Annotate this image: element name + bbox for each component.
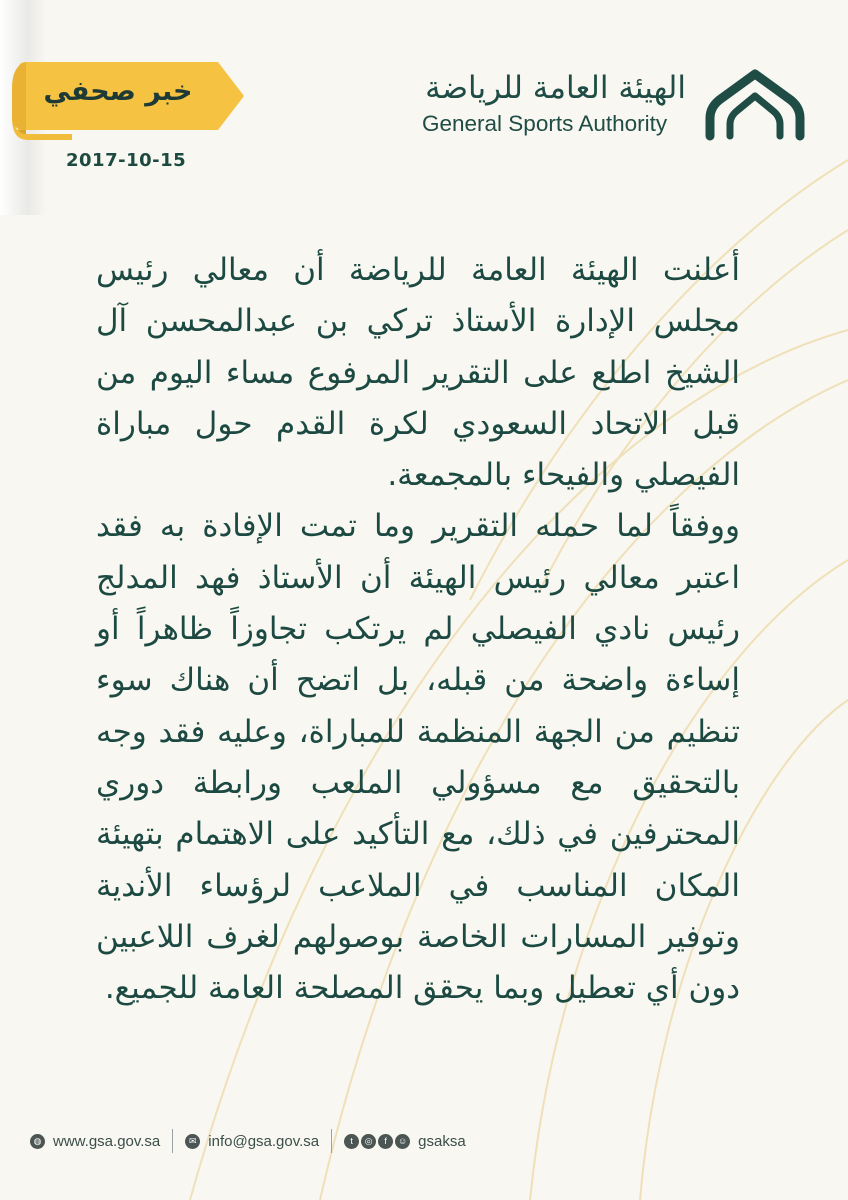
body-paragraph-2: ووفقاً لما حمله التقرير وما تمت الإفادة به فقد اعتبر معالي رئيس الهيئة أن الأستاذ فهد المدلج رئيس نادي الفيصلي لم يرتكب تجاوزاً ظاهراً أو إساءة واضحة من قبله، بل اتضح أن هناك سوء تنظيم من الجهة المنظمة للمباراة، وعليه فقد وجه بالتحقيق مع مسؤولي الملعب ورابطة دوري المحترفين في ذلك، مع التأكيد على الاهتمام بتهيئة المكان المناسب في الملاعب لرؤساء الأندية وتوفير المسارات الخاصة بوصولهم لغرف اللاعبين دون أي تعطيل وبما يحقق المصلحة العامة للجميع. <box>96 508 740 1007</box>
footer-website[interactable]: www.gsa.gov.sa <box>53 1132 161 1150</box>
footer <box>30 1128 466 1154</box>
logo-english-name: General Sports Authority <box>422 111 668 136</box>
social-icons <box>344 1134 410 1149</box>
footer-divider <box>172 1129 173 1153</box>
instagram-icon[interactable]: ◎ <box>361 1134 376 1149</box>
mail-icon: ✉ <box>185 1134 200 1149</box>
body-paragraph-1: أعلنت الهيئة العامة للرياضة أن معالي رئيس مجلس الإدارة الأستاذ تركي بن عبدالمحسن آل الشيخ اطلع على التقرير المرفوع مساء اليوم من قبل الاتحاد السعودي لكرة القدم حول مباراة الفيصلي والفيحاء بالمجمعة. <box>96 252 740 494</box>
globe-icon: ◍ <box>30 1134 45 1149</box>
badge-label: خبر صحفي <box>43 76 193 107</box>
twitter-icon[interactable]: t <box>344 1134 359 1149</box>
release-date: 2017-10-15 <box>66 150 187 171</box>
logo-arabic-name: الهيئة العامة للرياضة <box>425 70 686 106</box>
facebook-icon[interactable]: f <box>378 1134 393 1149</box>
gsa-logo-icon <box>700 66 810 142</box>
footer-social-handle[interactable]: gsaksa <box>418 1132 466 1150</box>
footer-divider <box>331 1129 332 1153</box>
footer-email[interactable]: info@gsa.gov.sa <box>208 1132 320 1150</box>
snapchat-icon[interactable]: ☺ <box>395 1134 410 1149</box>
press-release-body <box>96 245 740 1014</box>
